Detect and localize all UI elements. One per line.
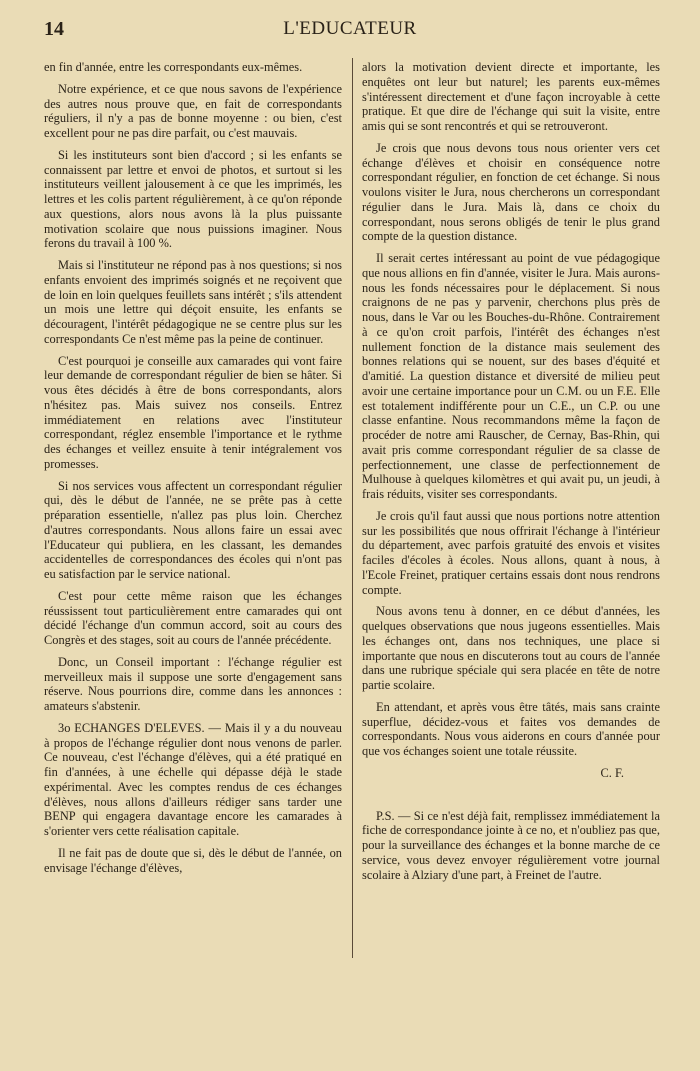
paragraph: Si nos services vous affectent un correspondant régulier qui, dès le début de l'année, ne se prête pas à cette préparation essentielle, n'allez pas plus loin. Cherchez d'autres correspondants. Nous allons faire un essai avec l'Educateur qui publiera, en les classant, les demandes accidentelles de correspondances des écoles qui n'ont pas eu satisfaction par le service national. — [44, 478, 342, 581]
signature: C. F. — [600, 765, 624, 780]
page-number: 14 — [44, 18, 64, 40]
paragraph: Je crois que nous devons tous nous orienter vers cet échange d'élèves et choisir en conséquence notre correspondant régulier, en fonction de cet échange. Si nous voulons visiter le Jura, nous chercherons un correspondant régulier dans le Jura. Mais là, dans ce choix du correspondant, nous serons obligés de tenir le plus grand compte de la question distance. — [362, 140, 660, 244]
running-title: L'EDUCATEUR — [283, 18, 417, 39]
page-header — [44, 16, 656, 44]
paragraph: Si les instituteurs sont bien d'accord ; si les enfants se connaissent par lettre et envoi de photos, et surtout si les instituteurs veillent jalousement à ce que les imprimés, les lettres et les colis partent régulièrement, à ce qu'on réponde aux questions, alors nous avons là la plus puissante motivation scolaire que nous puissions imaginer. Nous ferons du travail à 100 %. — [44, 147, 342, 251]
paragraph: Donc, un Conseil important : l'échange régulier est merveilleux mais il suppose une sorte d'engagement sans réserve. Nous pourrions dire, comme dans les annonces : amateurs s'abstenir. — [44, 654, 342, 713]
section-paragraph: 3o ECHANGES D'ELEVES. — Mais il y a du nouveau à propos de l'échange régulier dont nous venons de parler. Ce nouveau, c'est l'échange d'élèves, qui a été pratiqué en fin d'années, à une échelle qui dépasse déjà le stade expérimental. Avec les comptes rendus de ces échanges d'élèves, nous allons d'ailleurs rédiger sans tarder une BENP qui engagera davantage encore les camarades à s'orienter vers cette réalisation capitale. — [44, 720, 342, 838]
paragraph: C'est pour cette même raison que les échanges réussissent tout particulièrement entre camarades qui ont décidé l'échange d'un commun accord, soit au cours des Congrès et des stages, soit au cours de l'année précédente. — [44, 588, 342, 647]
column-divider — [352, 58, 353, 958]
paragraph: Notre expérience, et ce que nous savons de l'expérience des autres nous prouve que, en fait de correspondants réguliers, il n'y a pas de bonne moyenne : ou bien, c'est excellent pour ne pas dire parfait, ou c'est mauvais. — [44, 81, 342, 140]
paragraph: Je crois qu'il faut aussi que nous portions notre attention sur les possibilités que nous offrirait l'échange à l'intérieur du département, avec parfois gratuité des envois et visites faciles d'écoles à écoles. Nous allons, quant à nous, à l'Ecole Freinet, pratiquer certains essais dont nous rendrons compte. — [362, 508, 660, 597]
paragraph: Mais si l'instituteur ne répond pas à nos questions; si nos enfants envoient des imprimés soignés et ne reçoivent que de loin en loin quelques feuillets sans intérêt ; s'ils attendent un mois une lettre qui déçoit ensuite, les enfants se découragent, l'intérêt pédagogique ne se centre plus sur les correspondants Ce n'est même pas la peine de continuer. — [44, 258, 342, 346]
paragraph: Il serait certes intéressant au point de vue pédagogique que nous allions en fin d'année, visiter le Jura. Mais aurons-nous les fonds nécessaires pour le déplacement. Si nous craignons de ne pas y parvenir, cherchons plus près de nous, dans le Var ou les Bouches-du-Rhône. Contrairement à ce qu'on croit parfois, l'intérêt des échanges n'est nullement fonction de la distance mais seulement des bonnes relations qui se nouent, sur des bases d'équité et d'amitié. La question distance et diversité de milieu peut avoir une certaine importance pour un C.M. ou un F.E. Elle est totalement indifférente pour un C.E., un C.P. ou une classe enfantine. Nous recommandons même la façon de procéder de notre ami Rauscher, de Cernay, Bas-Rhin, qui avait pris comme correspondant régulier de sa classe de perfectionnement, une classe de perfectionnement de Mulhouse à quelques kilomètres et qui avait pu, un jeudi, à frais réduits, visiter ses correspondants. — [362, 251, 660, 501]
postscript: P.S. — Si ce n'est déjà fait, remplissez immédiatement la fiche de correspondance jointe à ce no, et n'oubliez pas que, pour la surveillance des échanges et la bonne marche de ce service, vous devez envoyer régulièrement votre journal scolaire à Alziary d'une part, à Freinet de l'autre. — [362, 808, 660, 882]
paragraph: En attendant, et après vous être tâtés, mais sans crainte superflue, décidez-vous et faites vos demandes de correspondants. Nous vous aiderons en cours d'année pour que vos échanges soient une totale réussite. — [362, 699, 660, 758]
paragraph: Nous avons tenu à donner, en ce début d'années, les quelques observations que nous jugeons essentielles. Mais les échanges ont, dans nos techniques, une place si importante que nous en discuterons tout au cours de l'année dans une rubrique spéciale qui sera placée en tête de notre partie scolaire. — [362, 604, 660, 692]
left-column — [44, 60, 342, 882]
paragraph: Il ne fait pas de doute que si, dès le début de l'année, on envisage l'échange d'élèves, — [44, 845, 342, 875]
paragraph: alors la motivation devient directe et importante, les enquêtes ont leur but naturel; les parents eux-mêmes s'intéressent directement et d'une façon incroyable à cette pratique. Et que dire de l'échange qui suit la visite, entre amis qui se sont rencontrés et qui se retrouveront. — [362, 60, 660, 133]
paragraph: en fin d'année, entre les correspondants eux-mêmes. — [44, 60, 303, 74]
paragraph: C'est pourquoi je conseille aux camarades qui vont faire leur demande de correspondant régulier de bien se hâter. Si vous êtes décidés à être de bons correspondants, alors n'hésitez pas. Mais suivez nos conseils. Entrez immédiatement en relations avec l'instituteur correspondant, réglez ensemble l'importance et le rythme des échanges et veillez ensuite à tenir intégralement vos promesses. — [44, 353, 342, 471]
right-column — [362, 60, 660, 889]
